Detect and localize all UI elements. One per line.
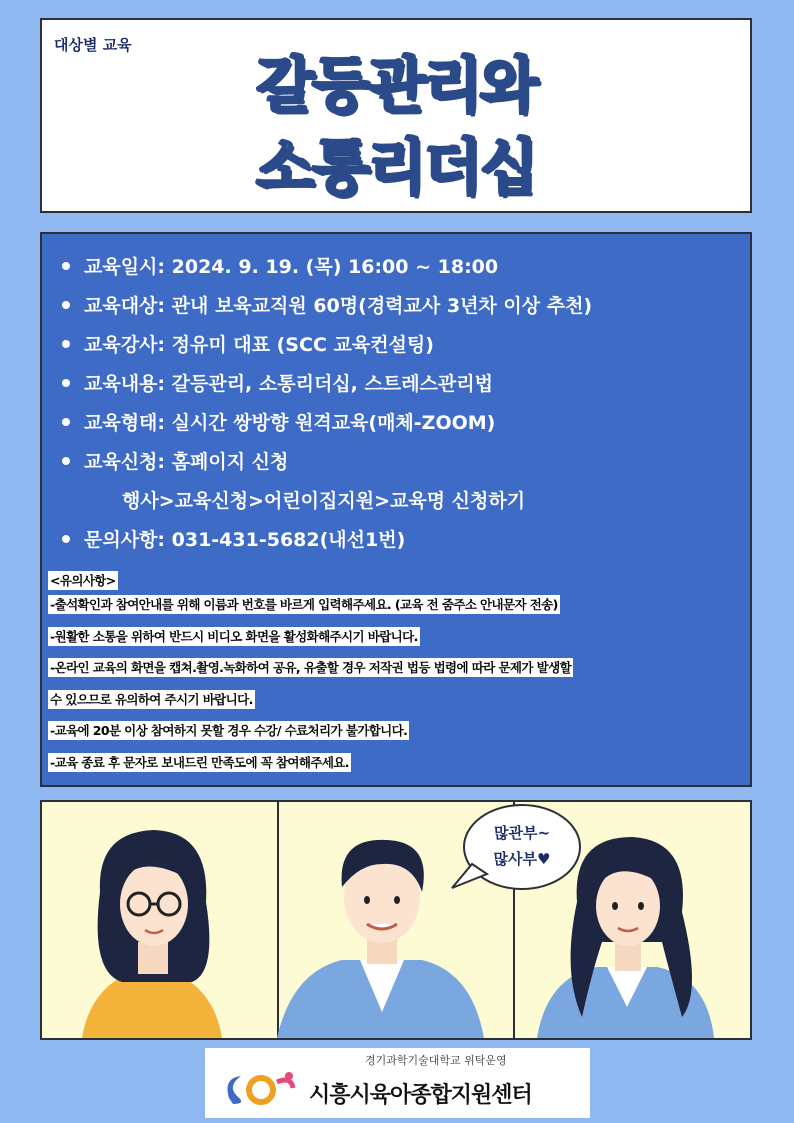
notes-heading: <유의사항> (50, 573, 116, 588)
footer-operator: 경기과학기술대학교 위탁운영 (365, 1054, 507, 1067)
info-item-date (62, 248, 592, 287)
info-text: 교육강사: 정유미 대표 (SCC 교육컨설팅) (84, 334, 434, 356)
woman-with-glasses-figure (82, 830, 222, 1038)
note-line: 수 있으므로 유의하여 주시기 바랍니다. (50, 691, 253, 707)
footer-center-name: 시흥시육아종합지원센터 (309, 1083, 532, 1108)
illustration-panel (40, 800, 752, 1040)
video-call-illustration (42, 802, 750, 1038)
info-item-content (62, 365, 592, 404)
info-item-instructor (62, 326, 592, 365)
bullet-icon (62, 457, 70, 465)
info-item-format (62, 404, 592, 443)
info-item-apply (62, 443, 592, 482)
category-label: 대상별 교육 (54, 36, 132, 54)
speech-text-2: 많사부♥ (493, 850, 551, 868)
note-line: -원활한 소통을 위하여 반드시 비디오 화면을 활성화해주시기 바랍니다. (50, 628, 418, 644)
title-line-1 (42, 38, 750, 124)
bullet-icon (62, 379, 70, 387)
speech-bubble (452, 805, 580, 889)
info-text: 교육일시: 2024. 9. 19. (목) 16:00 ~ 18:00 (84, 256, 499, 278)
speech-text-1: 많관부~ (493, 824, 551, 842)
info-box (40, 232, 752, 787)
notes-section (48, 570, 748, 783)
info-text: 교육대상: 관내 보육교직원 60명(경력교사 3년차 이상 추천) (84, 295, 593, 317)
bullet-icon (62, 340, 70, 348)
info-text: 교육신청: 홈페이지 신청 (84, 451, 289, 473)
center-logo-icon (219, 1068, 299, 1110)
note-line: -온라인 교육의 화면을 캡쳐.촬영.녹화하여 공유, 유출할 경우 저작권 법등 법령에 따라 문제가 발생할 (50, 660, 572, 675)
info-item-target (62, 287, 592, 326)
title-line-2: 소통리더십 (256, 133, 536, 203)
info-list (62, 248, 592, 560)
note-line: -교육에 20분 이상 참여하지 못할 경우 수강/ 수료처리가 불가합니다. (50, 723, 408, 738)
info-item-contact (62, 521, 592, 560)
bullet-icon (62, 301, 70, 309)
header-box (40, 18, 752, 213)
note-line: -출석확인과 참여안내를 위해 이름과 번호를 바르게 입력해주세요. (교육 전 줌주소 안내문자 전송) (50, 597, 558, 612)
footer-box (205, 1048, 590, 1118)
info-text: 교육내용: 갈등관리, 소통리더십, 스트레스관리법 (84, 373, 493, 395)
info-text: 교육형태: 실시간 쌍방향 원격교육(매체-ZOOM) (84, 412, 496, 434)
info-text: 문의사항: 031-431-5682(내선1번) (84, 529, 406, 551)
man-figure (277, 840, 484, 1038)
title-highlight: 갈등관리 (256, 51, 480, 121)
info-apply-path: 행사>교육신청>어린이집지원>교육명 신청하기 (122, 490, 526, 512)
bullet-icon (62, 418, 70, 426)
bullet-icon (62, 262, 70, 270)
bullet-icon (62, 535, 70, 543)
note-line: -교육 종료 후 문자로 보내드린 만족도에 꼭 참여해주세요. (50, 754, 349, 770)
title-suffix: 와 (479, 51, 536, 121)
